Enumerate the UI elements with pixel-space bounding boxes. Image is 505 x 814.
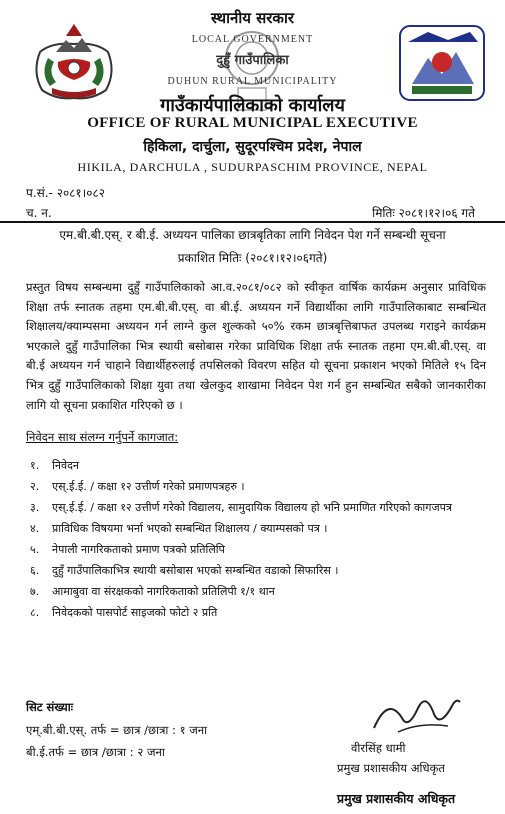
document-item-number: १. xyxy=(30,459,40,472)
chalani-number: च. न. xyxy=(26,206,52,220)
patra-sankhya: प.सं.- २०८१।०८२ xyxy=(26,186,105,200)
documents-heading: निवेदन साथ संलग्न गर्नुपर्ने कागजात: xyxy=(26,430,179,444)
document-item-number: २. xyxy=(30,480,40,493)
document-item-text: दुहुँ गाउँपालिकाभित्र स्थायी बसोबास भएको सम्बन्धित वडाको सिफारिस । xyxy=(52,564,339,577)
document-item-text: एस्.ई.ई. / कक्षा १२ उत्तीर्ण गरेको प्रमाणपत्रहरु । xyxy=(52,480,245,493)
signer-name: वीरसिंह धामी xyxy=(351,741,406,755)
office-name-np: गाउँकार्यपालिकाको कार्यालय xyxy=(160,95,345,116)
seat-be: बी.ई.तर्फ = छात्र /छात्रा : २ जना xyxy=(26,745,165,759)
footer-signer-title: प्रमुख प्रशासकीय अधिकृत xyxy=(337,791,456,806)
letter-date: मितिः २०८१।१२।०६ गते xyxy=(372,206,475,220)
document-item-text: एस्.ई.ई. / कक्षा १२ उत्तीर्ण गरेको विद्यालय, सामुदायिक विद्यालय हो भनि प्रमाणित गरिएको कागजपत्र xyxy=(52,501,452,514)
notice-title xyxy=(10,224,495,270)
documents-list xyxy=(30,457,490,625)
document-item-text: नेपाली नागरिकताको प्रमाण पत्रको प्रतिलिपि xyxy=(52,543,225,556)
signer-title: प्रमुख प्रशासकीय अधिकृत xyxy=(337,761,445,775)
document-item-number: ६. xyxy=(30,564,40,577)
seat-mbbs: एम्.बी.बी.एस्. तर्फ = छात्र /छात्रा : १ जना xyxy=(26,723,208,737)
seats-heading: सिट संख्याः xyxy=(26,700,74,714)
letterhead-municipality-np: दुहुँ गाउँपालिका xyxy=(216,53,289,68)
document-item-text: निवेदकको पासपोर्ट साइजको फोटो २ प्रति xyxy=(52,606,218,619)
document-item xyxy=(30,583,490,600)
document-item-text: निवेदन xyxy=(52,459,80,472)
document-item-number: ३. xyxy=(30,501,40,514)
document-item xyxy=(30,520,490,537)
notice-published-date: प्रकाशित मितिः (२०८१।१२।०६गते) xyxy=(177,251,328,265)
notice-title-line1: एम.बी.बी.एस्. र बी.ई. अध्ययन पालिका छात्रबृतिका लागि निवेदन पेश गर्ने सम्बन्धी सूचना xyxy=(59,228,446,242)
document-item xyxy=(30,562,490,579)
document-item xyxy=(30,499,490,516)
address-np: हिकिला, दार्चुला, सुदूरपश्चिम प्रदेश, नेपाल xyxy=(143,139,362,155)
document-item-number: ७. xyxy=(30,585,40,598)
letterhead-local-government-np: स्थानीय सरकार xyxy=(211,9,294,27)
document-item-number: ५. xyxy=(30,543,40,556)
document-item xyxy=(30,457,490,474)
document-item-text: आमाबुवा वा संरक्षकको नागरिकताको प्रतिलिपी १/१ थान xyxy=(52,585,275,598)
document-item xyxy=(30,541,490,558)
document-item-number: ४. xyxy=(30,522,40,535)
header-divider xyxy=(0,221,505,223)
handwritten-signature-icon xyxy=(368,688,464,740)
letterhead-local-government-en: LOCAL GOVERNMENT xyxy=(191,34,314,45)
document-item xyxy=(30,478,490,495)
address-en: HIKILA, DARCHULA , SUDURPASCHIM PROVINCE, NEPAL xyxy=(77,160,428,174)
document-item-text: प्राविधिक विषयमा भर्ना भएको सम्बन्धित शिक्षालय / क्याम्पसको पत्र । xyxy=(52,522,328,535)
office-name-en: OFFICE OF RURAL MUNICIPAL EXECUTIVE xyxy=(87,115,418,131)
notice-body: प्रस्तुत विषय सम्बन्धमा दुहुँ गाउँपालिकाको आ.व.२०८१/०८२ को स्वीकृत वार्षिक कार्यक्रम अनुसार प्राविधिक शिक्षा तर्फ स्नातक तहमा एम.बी.बी.एस्. वा बी.ई. अध्ययन गर्ने विद्यार्थीका लागि गाउँपालिकाबाट सम्बन्धित शिक्षालय/क्याम्पसमा अध्ययन गर्न लाग्ने कुल शुल्कको ५०% रकम छात्रबृत्तिबाफत उपलब्ध गराइने कार्यक्रम भएकाले दुहुँ गाउँपालिका भित्र स्थायी बसोबास गरेका प्राविधिक शिक्षा तर्फ स्नातक तहमा एम.बी.बी.एस्. वा बी.ई अध्ययन गर्न चाहाने विद्यार्थीहरुलाई तपसिलको विवरण सहित यो सूचना प्रकाशन भएको मितिले १५ दिन भित्र दुहुँ गाउँपालिकाको शिक्षा युवा तथा खेलकुद शाखामा निवेदन पेश गर्न हुन सम्बन्धित सबैको जानकारीका लागि यो सूचना प्रकाशित गरिएको छ । xyxy=(26,280,486,412)
document-item xyxy=(30,604,490,621)
letterhead-municipality-en: DUHUN RURAL MUNICIPALITY xyxy=(167,76,338,87)
document-item-number: ८. xyxy=(30,606,40,619)
